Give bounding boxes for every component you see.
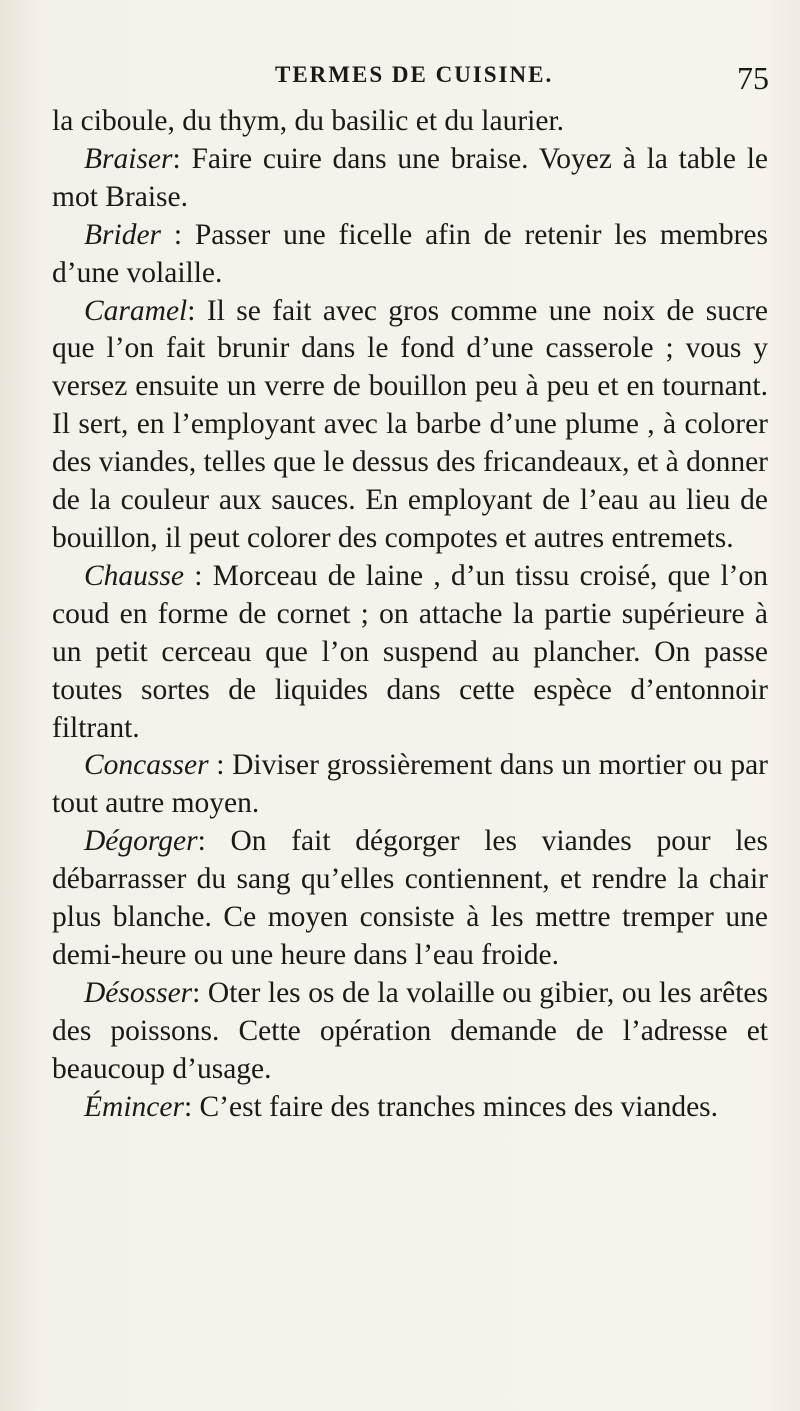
entry-term: Braiser bbox=[84, 142, 173, 175]
entry-definition: : Diviser grossièrement dans un mortier ou par tout autre moyen. bbox=[52, 749, 768, 820]
body-text bbox=[52, 103, 768, 1126]
entry-emincer bbox=[52, 1089, 768, 1127]
entry-definition: : Il se fait avec gros comme une noix de sucre que l’on fait brunir dans le fond d’une casserole ; vous y versez ensuite un verre de bouillon peu à peu et en tournant. Il sert, en l’employant avec la barbe d’une plume , à colorer des viandes, telles que le dessus des fricandeaux, et à donner de la couleur aux sauces. En employant de l’eau au lieu de bouillon, il peut colorer des compotes et autres entremets. bbox=[52, 294, 768, 554]
entry-braiser bbox=[52, 141, 768, 217]
entry-definition: : Oter les os de la volaille ou gibier, ou les arêtes des poissons. Cette opération demande de l’adresse et beaucoup d’usage. bbox=[52, 976, 768, 1085]
entry-chausse bbox=[52, 558, 768, 748]
entry-caramel bbox=[52, 293, 768, 558]
entry-term: Caramel bbox=[84, 294, 188, 327]
page-number: 75 bbox=[737, 60, 769, 96]
entry-definition: : Faire cuire dans une braise. Voyez à la table le mot Braise. bbox=[52, 142, 768, 213]
entry-term: Désosser bbox=[84, 976, 193, 1009]
entry-brider bbox=[52, 217, 768, 293]
entry-definition: : Morceau de laine , d’un tissu croisé, que l’on coud en forme de cornet ; on attache la partie supérieure à un petit cerceau que l’on suspend au plancher. On passe toutes sortes de liquides dans cette espèce d’entonnoir filtrant. bbox=[52, 559, 768, 744]
entry-term: Brider bbox=[84, 218, 162, 251]
running-head bbox=[0, 60, 800, 100]
entry-term: Chausse bbox=[84, 559, 184, 592]
entry-desosser bbox=[52, 975, 768, 1089]
entry-term: Dégorger bbox=[84, 825, 198, 858]
running-title: TERMES DE CUISINE. bbox=[275, 62, 554, 87]
entry-concasser bbox=[52, 747, 768, 823]
entry-term: Concasser bbox=[84, 749, 209, 782]
entry-definition: : C’est faire des tranches minces des viandes. bbox=[183, 1090, 719, 1123]
entry-term: Émincer bbox=[84, 1090, 184, 1123]
continuation-paragraph: la ciboule, du thym, du basilic et du laurier. bbox=[52, 105, 565, 137]
entry-definition: : On fait dégorger les viandes pour les débarrasser du sang qu’elles contiennent, et rendre la chair plus blanche. Ce moyen consiste à les mettre tremper une demi-heure ou une heure dans l’eau froide. bbox=[52, 825, 768, 971]
entry-degorger bbox=[52, 823, 768, 975]
entry-definition: : Passer une ficelle afin de retenir les membres d’une volaille. bbox=[52, 218, 768, 289]
